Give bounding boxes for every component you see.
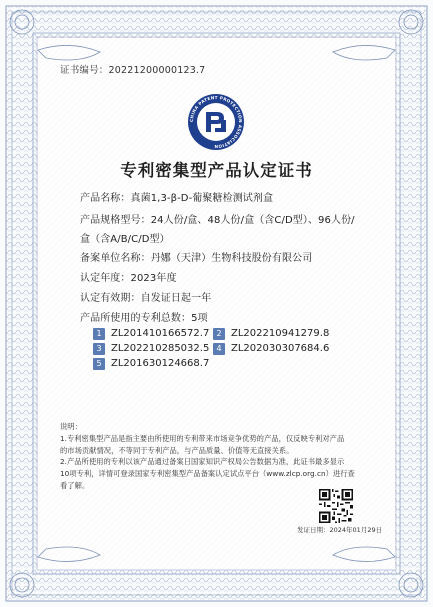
patent-index-badge: 3 <box>93 343 105 355</box>
patent-item <box>213 342 329 356</box>
field-label: 备案单位名称： <box>80 253 151 264</box>
certificate-title: 专利密集型产品认定证书 <box>120 161 313 180</box>
patent-index-badge: 2 <box>213 328 225 340</box>
patent-number: ZL202210285032.5 <box>111 343 210 354</box>
notes-section <box>60 421 355 492</box>
patent-protection-association-logo-icon <box>186 92 246 152</box>
field-label: 认定年度： <box>80 273 131 284</box>
notes-line: 看了解。 <box>60 480 90 490</box>
patent-item <box>93 357 209 371</box>
field-validity <box>80 289 211 304</box>
field-product-spec <box>80 211 355 226</box>
patent-number: ZL201410166572.7 <box>111 328 210 339</box>
field-label: 认定有效期： <box>80 293 141 304</box>
patent-number: ZL202030307684.6 <box>231 343 330 354</box>
notes-line: 1.专利密集型产品是指主要由所使用的专利带来市场竞争优势的产品，仅反映专利对产品 <box>60 433 345 443</box>
field-product-name <box>80 189 273 204</box>
field-product-spec-cont <box>80 230 170 245</box>
certificate-number-value: 20221200000123.7 <box>108 65 206 76</box>
field-filing-unit <box>80 249 312 264</box>
notes-line: 10项专利，详情可登录国家专利密集型产品备案认定试点平台（www.zlcp.org.cn）进行查 <box>60 469 355 479</box>
field-label: 产品所使用的专利总数： <box>80 313 192 324</box>
patent-index-badge: 1 <box>93 328 105 340</box>
notes-line: 2.产品所使用的专利以该产品通过备案日国家知识产权局公告数据为准，此证书最多显示 <box>60 457 345 467</box>
patent-item <box>93 327 209 341</box>
field-label: 产品规格型号： <box>80 215 151 226</box>
certificate-number-label: 证书编号： <box>60 65 109 76</box>
qr-code-icon[interactable] <box>319 489 353 523</box>
patent-item <box>213 327 329 341</box>
field-value: 5项 <box>191 313 208 324</box>
field-recognition-year <box>80 269 177 284</box>
field-value: 盒（含A/B/C/D型） <box>80 234 170 245</box>
field-value: 2023年度 <box>130 273 177 284</box>
certificate-number <box>60 62 205 76</box>
patent-index-badge: 5 <box>93 358 105 370</box>
notes-heading: 说明： <box>60 422 82 431</box>
field-value: 丹娜（天津）生物科技股份有限公司 <box>150 253 313 264</box>
field-value: 24人份/盒、48人份/盒（含C/D型）、96人份/ <box>150 215 355 226</box>
field-label: 产品名称： <box>80 193 131 204</box>
notes-line: 的市场贡献情况，不等同于专利产品，与产品质量、价值等无直接关系。 <box>60 445 294 455</box>
field-value: 真菌1,3-β-D-葡聚糖检测试剂盒 <box>130 193 274 204</box>
logo-ring-text: CHINA PATENT PROTECTION ASSOCIATION <box>188 94 244 150</box>
patent-number: ZL201630124668.7 <box>111 358 210 369</box>
issue-date: 发证日期：2024年01月29日 <box>297 526 383 534</box>
patent-item <box>93 342 209 356</box>
field-patent-total <box>80 309 208 324</box>
patent-index-badge: 4 <box>213 343 225 355</box>
patent-number: ZL202210941279.8 <box>231 328 330 339</box>
field-value: 自发证日起一年 <box>140 293 212 304</box>
